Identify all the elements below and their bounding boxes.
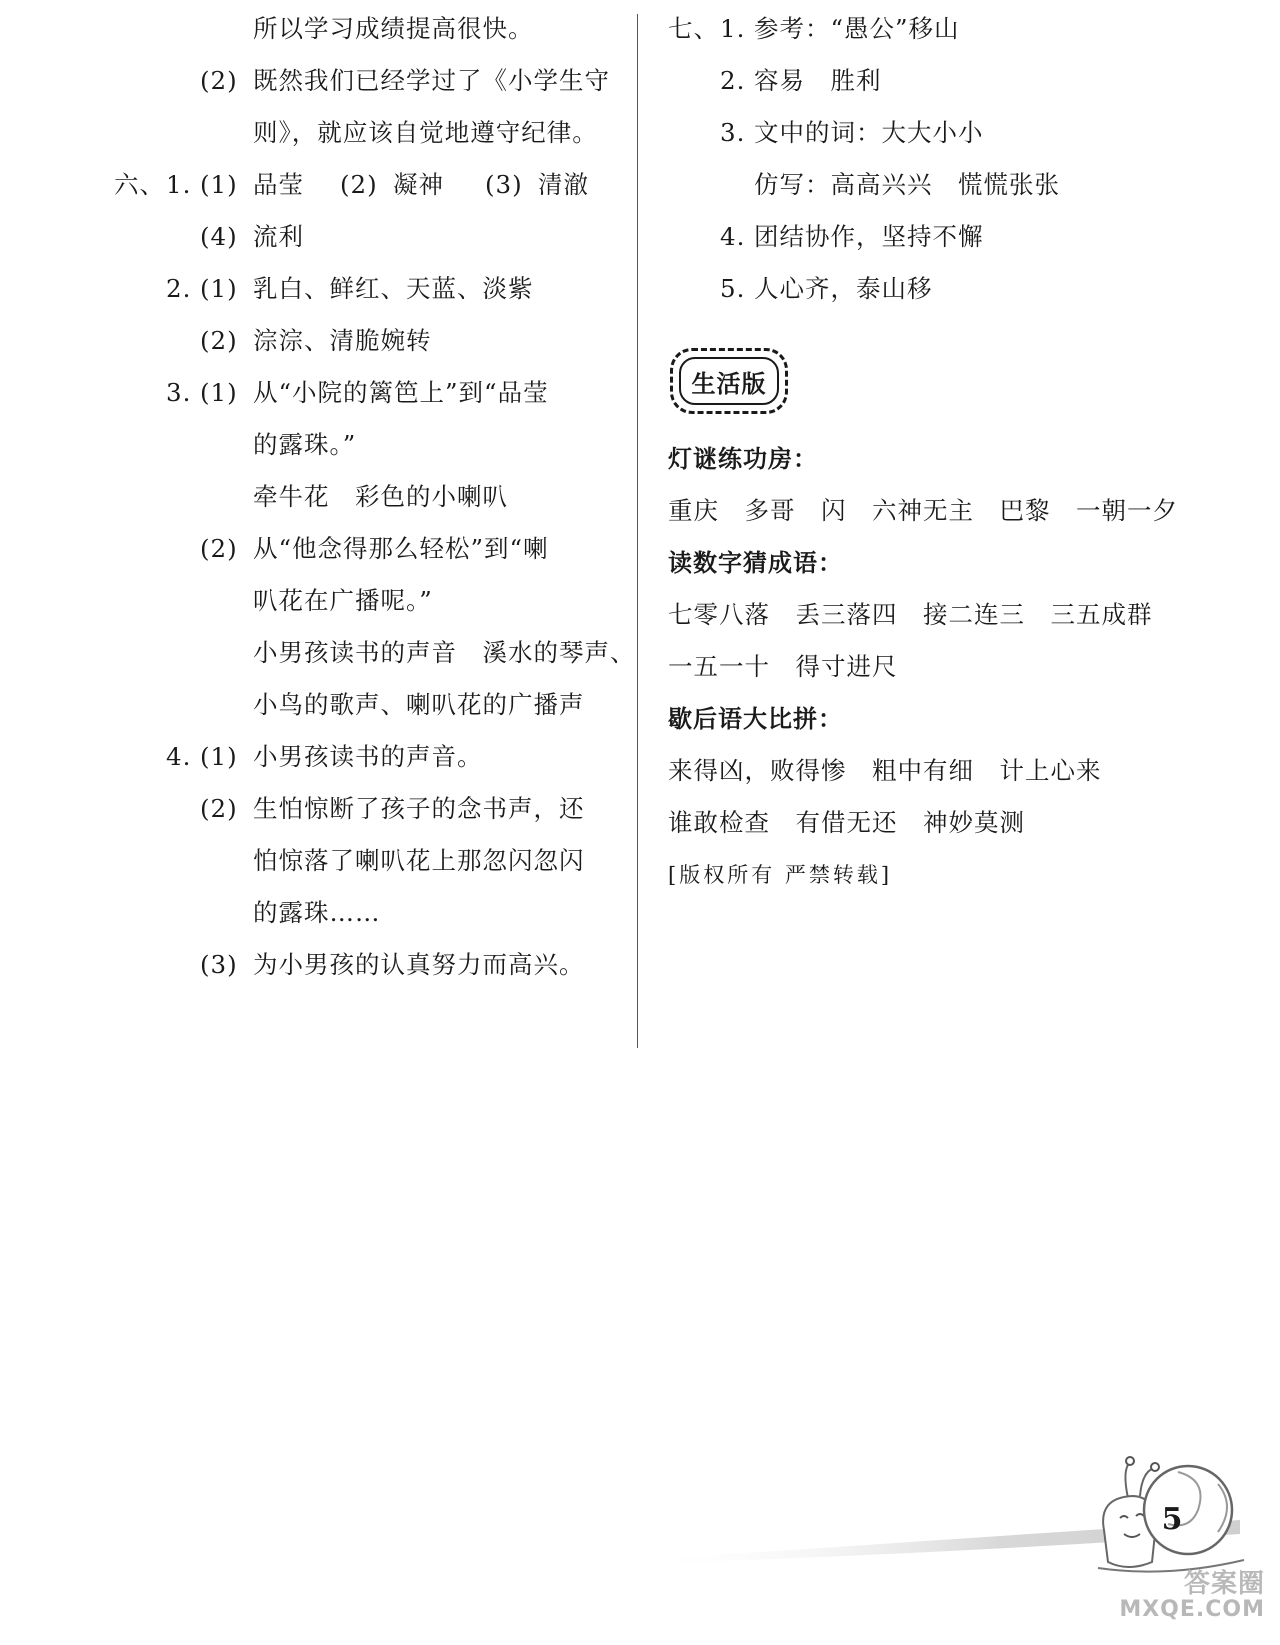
answer-line: 为小男孩的认真努力而高兴。 xyxy=(253,950,585,979)
answer-line: 谁敢检查 有借无还 神妙莫测 xyxy=(668,808,1025,837)
item-number: (3) xyxy=(200,950,238,979)
answer-line: 既然我们已经学过了《小学生守 xyxy=(253,66,610,95)
answer-line: 所以学习成绩提高很快。 xyxy=(253,14,534,43)
answer-line: 重庆 多哥 闪 六神无主 巴黎 一朝一夕 xyxy=(668,496,1178,525)
answer-line: 生怕惊断了孩子的念书声，还 xyxy=(253,794,585,823)
answer-line: 仿写：高高兴兴 慌慌张张 xyxy=(754,170,1060,199)
answer-line: 的露珠。” xyxy=(253,430,357,459)
item-number: (1) xyxy=(200,378,238,407)
answer-line: 从“小院的篱笆上”到“品莹 xyxy=(253,378,549,407)
question-number: 3. xyxy=(166,378,192,407)
answer-line: 一五一十 得寸进尺 xyxy=(668,652,898,681)
answer-line: 文中的词：大大小小 xyxy=(754,118,984,147)
column-divider xyxy=(637,14,638,1048)
item-number: (2) xyxy=(200,794,238,823)
question-number: 1. xyxy=(720,14,746,43)
answer-line: 从“他念得那么轻松”到“喇 xyxy=(253,534,549,563)
item-number: (1) xyxy=(200,274,238,303)
answer-line: 小鸟的歌声、喇叭花的广播声 xyxy=(253,690,585,719)
section-heading: 灯谜练功房： xyxy=(668,445,818,473)
site-watermark xyxy=(1085,1570,1265,1622)
question-number: 4. xyxy=(720,222,746,251)
item-number: (1) xyxy=(200,742,238,771)
question-number: 4. xyxy=(166,742,192,771)
page-number: 5 xyxy=(1161,1502,1183,1537)
answer-word: 清澈 xyxy=(538,170,589,199)
item-number: (2) xyxy=(200,534,238,563)
section-heading: 读数字猜成语： xyxy=(668,549,843,577)
question-number: 2. xyxy=(166,274,192,303)
watermark-logo-text: 答案圈 xyxy=(1183,1569,1265,1599)
watermark-url: MXQE.COM xyxy=(1119,1597,1265,1622)
answer-line: 的露珠…… xyxy=(253,898,381,927)
answer-line: 团结协作，坚持不懈 xyxy=(754,222,984,251)
question-number: 1. xyxy=(166,170,192,199)
item-number: (2) xyxy=(200,66,238,95)
badge-label: 生活版 xyxy=(679,357,779,405)
answer-line: 牵牛花 彩色的小喇叭 xyxy=(253,482,508,511)
answer-word: 流利 xyxy=(253,222,304,251)
section-heading: 歇后语大比拼： xyxy=(668,705,843,733)
item-number: (2) xyxy=(200,326,238,355)
answer-line: 则》，就应该自觉地遵守纪律。 xyxy=(253,118,598,147)
answer-line: 容易 胜利 xyxy=(754,66,882,95)
answer-line: 参考：“愚公”移山 xyxy=(754,14,960,43)
item-number: (4) xyxy=(200,222,238,251)
question-number: 3. xyxy=(720,118,746,147)
answer-line: 淙淙、清脆婉转 xyxy=(253,326,432,355)
answer-line: 叭花在广播呢。” xyxy=(253,586,433,615)
answer-line: 来得凶，败得惨 粗中有细 计上心来 xyxy=(668,756,1102,785)
answer-line: 乳白、鲜红、天蓝、淡紫 xyxy=(253,274,534,303)
section-number: 六、 xyxy=(114,170,165,199)
answer-line: 怕惊落了喇叭花上那忽闪忽闪 xyxy=(253,846,585,875)
item-number: (1) xyxy=(200,170,238,199)
answer-line: 七零八落 丢三落四 接二连三 三五成群 xyxy=(668,600,1153,629)
answer-line: 小男孩读书的声音 溪水的琴声、 xyxy=(253,638,636,667)
question-number: 5. xyxy=(720,274,746,303)
section-number: 七、 xyxy=(668,14,719,43)
section-badge xyxy=(670,348,788,414)
item-number: (3) xyxy=(485,170,523,199)
answer-line: 小男孩读书的声音。 xyxy=(253,742,483,771)
answer-word: 凝神 xyxy=(393,170,444,199)
copyright-notice: [版权所有 严禁转载] xyxy=(668,863,893,887)
question-number: 2. xyxy=(720,66,746,95)
item-number: (2) xyxy=(340,170,378,199)
answer-line: 人心齐，泰山移 xyxy=(754,274,933,303)
answer-word: 品莹 xyxy=(253,170,304,199)
